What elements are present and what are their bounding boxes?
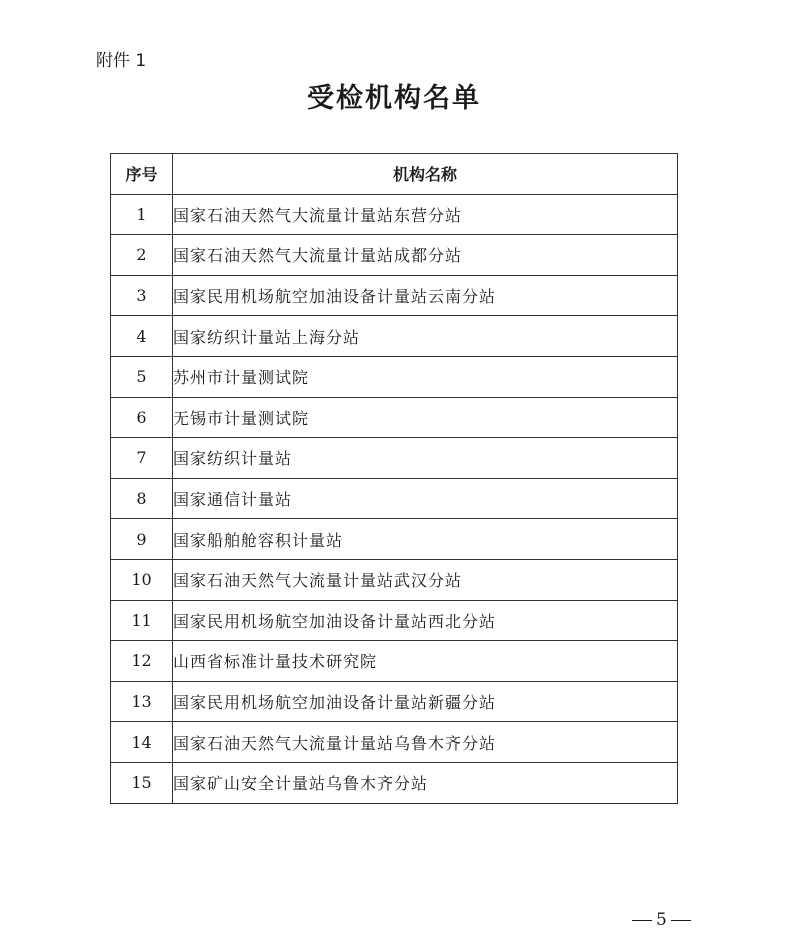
table-row — [111, 478, 678, 519]
page-number — [628, 910, 695, 930]
row-institution-name: 国家石油天然气大流量计量站武汉分站 — [173, 559, 678, 600]
table-row — [111, 438, 678, 479]
row-serial-number: 1 — [111, 194, 173, 235]
page-number-value: 5 — [656, 910, 667, 930]
table-row — [111, 356, 678, 397]
row-institution-name: 国家民用机场航空加油设备计量站新疆分站 — [173, 681, 678, 722]
row-institution-name: 苏州市计量测试院 — [173, 356, 678, 397]
row-institution-name: 国家纺织计量站上海分站 — [173, 316, 678, 357]
table-row — [111, 762, 678, 803]
row-serial-number: 14 — [111, 722, 173, 763]
table-row — [111, 559, 678, 600]
row-institution-name: 国家民用机场航空加油设备计量站云南分站 — [173, 275, 678, 316]
institution-table — [110, 153, 678, 804]
header-institution-name: 机构名称 — [173, 154, 678, 195]
row-serial-number: 15 — [111, 762, 173, 803]
row-institution-name: 无锡市计量测试院 — [173, 397, 678, 438]
row-serial-number: 10 — [111, 559, 173, 600]
table-body — [111, 194, 678, 803]
row-serial-number: 3 — [111, 275, 173, 316]
table-row — [111, 681, 678, 722]
table-row — [111, 519, 678, 560]
table-header-row — [111, 154, 678, 195]
dash-right — [671, 920, 691, 921]
row-serial-number: 2 — [111, 235, 173, 276]
dash-left — [632, 920, 652, 921]
table-row — [111, 275, 678, 316]
row-serial-number: 9 — [111, 519, 173, 560]
row-institution-name: 国家矿山安全计量站乌鲁木齐分站 — [173, 762, 678, 803]
attachment-label: 附件 1 — [96, 51, 147, 71]
row-institution-name: 国家纺织计量站 — [173, 438, 678, 479]
table-row — [111, 194, 678, 235]
table-row — [111, 641, 678, 682]
table-row — [111, 235, 678, 276]
table-row — [111, 316, 678, 357]
row-serial-number: 8 — [111, 478, 173, 519]
row-institution-name: 国家石油天然气大流量计量站成都分站 — [173, 235, 678, 276]
row-serial-number: 6 — [111, 397, 173, 438]
row-institution-name: 国家石油天然气大流量计量站东营分站 — [173, 194, 678, 235]
row-institution-name: 国家船舶舱容积计量站 — [173, 519, 678, 560]
header-serial-number: 序号 — [111, 154, 173, 195]
row-serial-number: 7 — [111, 438, 173, 479]
table-row — [111, 397, 678, 438]
row-institution-name: 山西省标准计量技术研究院 — [173, 641, 678, 682]
row-serial-number: 13 — [111, 681, 173, 722]
row-serial-number: 4 — [111, 316, 173, 357]
row-serial-number: 12 — [111, 641, 173, 682]
table-row — [111, 600, 678, 641]
row-serial-number: 11 — [111, 600, 173, 641]
row-serial-number: 5 — [111, 356, 173, 397]
row-institution-name: 国家民用机场航空加油设备计量站西北分站 — [173, 600, 678, 641]
table-row — [111, 722, 678, 763]
row-institution-name: 国家通信计量站 — [173, 478, 678, 519]
row-institution-name: 国家石油天然气大流量计量站乌鲁木齐分站 — [173, 722, 678, 763]
document-title: 受检机构名单 — [307, 83, 481, 114]
